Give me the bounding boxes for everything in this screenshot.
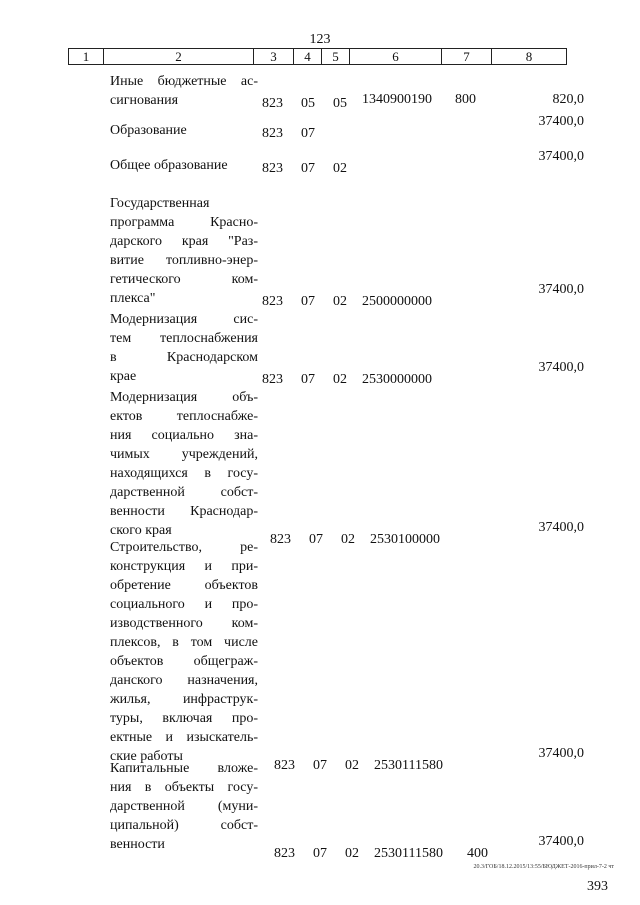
description-line: ципальной) собст- <box>110 818 258 833</box>
target-article-code: 2530111580 <box>374 846 443 861</box>
subsection-code: 02 <box>333 372 347 387</box>
expense-type-code: 400 <box>467 846 488 861</box>
description-line: программа Красно- <box>110 215 258 230</box>
subsection-code: 02 <box>341 532 355 547</box>
expense-type-code: 800 <box>455 92 476 107</box>
ministry-code: 823 <box>262 372 283 387</box>
subsection-code: 02 <box>333 161 347 176</box>
row-description <box>110 121 258 140</box>
row-description <box>110 388 258 540</box>
description-line: дарственной собст- <box>110 485 258 500</box>
description-line: Образование <box>110 123 187 138</box>
ministry-code: 823 <box>274 846 295 861</box>
amount-value: 37400,0 <box>538 520 584 535</box>
column-header-5: 5 <box>322 49 350 65</box>
ministry-code: 823 <box>274 758 295 773</box>
column-header-6: 6 <box>350 49 442 65</box>
column-header-4: 4 <box>294 49 322 65</box>
page-number: 123 <box>309 32 331 47</box>
section-code: 05 <box>301 96 315 111</box>
description-line: крае <box>110 369 137 384</box>
description-line: Капитальные вложе- <box>110 761 258 776</box>
section-code: 07 <box>309 532 323 547</box>
description-line: Модернизация объ- <box>110 390 258 405</box>
description-line: находящихся в госу- <box>110 466 258 481</box>
target-article-code: 2530000000 <box>362 372 432 387</box>
section-code: 07 <box>313 758 327 773</box>
target-article-code: 2500000000 <box>362 294 432 309</box>
amount-value: 37400,0 <box>538 149 584 164</box>
amount-value: 37400,0 <box>538 114 584 129</box>
column-header-1: 1 <box>69 49 104 65</box>
target-article-code: 2530111580 <box>374 758 443 773</box>
section-code: 07 <box>301 161 315 176</box>
description-line: ния социально зна- <box>110 428 258 443</box>
column-header-8: 8 <box>492 49 567 65</box>
description-line: Общее образование <box>110 158 228 173</box>
ministry-code: 823 <box>262 96 283 111</box>
description-line: в Краснодарском <box>110 350 258 365</box>
section-code: 07 <box>301 126 315 141</box>
row-description <box>110 156 258 175</box>
column-header-3: 3 <box>254 49 294 65</box>
description-line: ские работы <box>110 749 183 764</box>
document-footer-code: 20.3/ГОБ/18.12.2015/13:55/БЮДЖЕТ-2016-прил-7-2 чт <box>473 864 614 870</box>
amount-value: 37400,0 <box>538 834 584 849</box>
section-code: 07 <box>301 372 315 387</box>
amount-value: 820,0 <box>552 92 584 107</box>
row-description <box>110 538 258 766</box>
description-line: венности <box>110 837 165 852</box>
amount-value: 37400,0 <box>538 746 584 761</box>
column-header-table <box>68 48 567 65</box>
description-line: Государственная <box>110 196 210 211</box>
description-line: Модернизация сис- <box>110 312 258 327</box>
description-line: данского назначения, <box>110 673 258 688</box>
description-line: ектов теплоснабже- <box>110 409 258 424</box>
row-description <box>110 310 258 386</box>
target-article-code: 1340900190 <box>362 92 432 107</box>
amount-value: 37400,0 <box>538 360 584 375</box>
sheet-number: 393 <box>587 879 608 894</box>
ministry-code: 823 <box>262 294 283 309</box>
description-line: туры, включая про- <box>110 711 258 726</box>
column-header-2: 2 <box>104 49 254 65</box>
ministry-code: 823 <box>262 126 283 141</box>
subsection-code: 02 <box>345 758 359 773</box>
description-line: тем теплоснабжения <box>110 331 258 346</box>
subsection-code: 05 <box>333 96 347 111</box>
description-line: плексов, в том числе <box>110 635 258 650</box>
row-description <box>110 194 258 308</box>
description-line: объектов общеграж- <box>110 654 258 669</box>
subsection-code: 02 <box>333 294 347 309</box>
description-line: сигнования <box>110 93 179 108</box>
description-line: социального и про- <box>110 597 258 612</box>
description-line: плекса" <box>110 291 156 306</box>
section-code: 07 <box>301 294 315 309</box>
description-line: обретение объектов <box>110 578 258 593</box>
description-line: Строительство, ре- <box>110 540 258 555</box>
section-code: 07 <box>313 846 327 861</box>
amount-value: 37400,0 <box>538 282 584 297</box>
column-header-7: 7 <box>442 49 492 65</box>
subsection-code: 02 <box>345 846 359 861</box>
description-line: венности Краснодар- <box>110 504 258 519</box>
description-line: изводственного ком- <box>110 616 258 631</box>
description-line: ния в объекты госу- <box>110 780 258 795</box>
description-line: конструкция и при- <box>110 559 258 574</box>
description-line: ектные и изыскатель- <box>110 730 258 745</box>
description-line: дарского края "Раз- <box>110 234 258 249</box>
ministry-code: 823 <box>262 161 283 176</box>
ministry-code: 823 <box>270 532 291 547</box>
description-line: дарственной (муни- <box>110 799 258 814</box>
description-line: жилья, инфраструк- <box>110 692 258 707</box>
description-line: гетического ком- <box>110 272 258 287</box>
description-line: витие топливно-энер- <box>110 253 258 268</box>
row-description <box>110 759 258 854</box>
description-line: чимых учреждений, <box>110 447 258 462</box>
row-description <box>110 72 258 110</box>
description-line: ского края <box>110 523 172 538</box>
target-article-code: 2530100000 <box>370 532 440 547</box>
description-line: Иные бюджетные ас- <box>110 74 258 89</box>
